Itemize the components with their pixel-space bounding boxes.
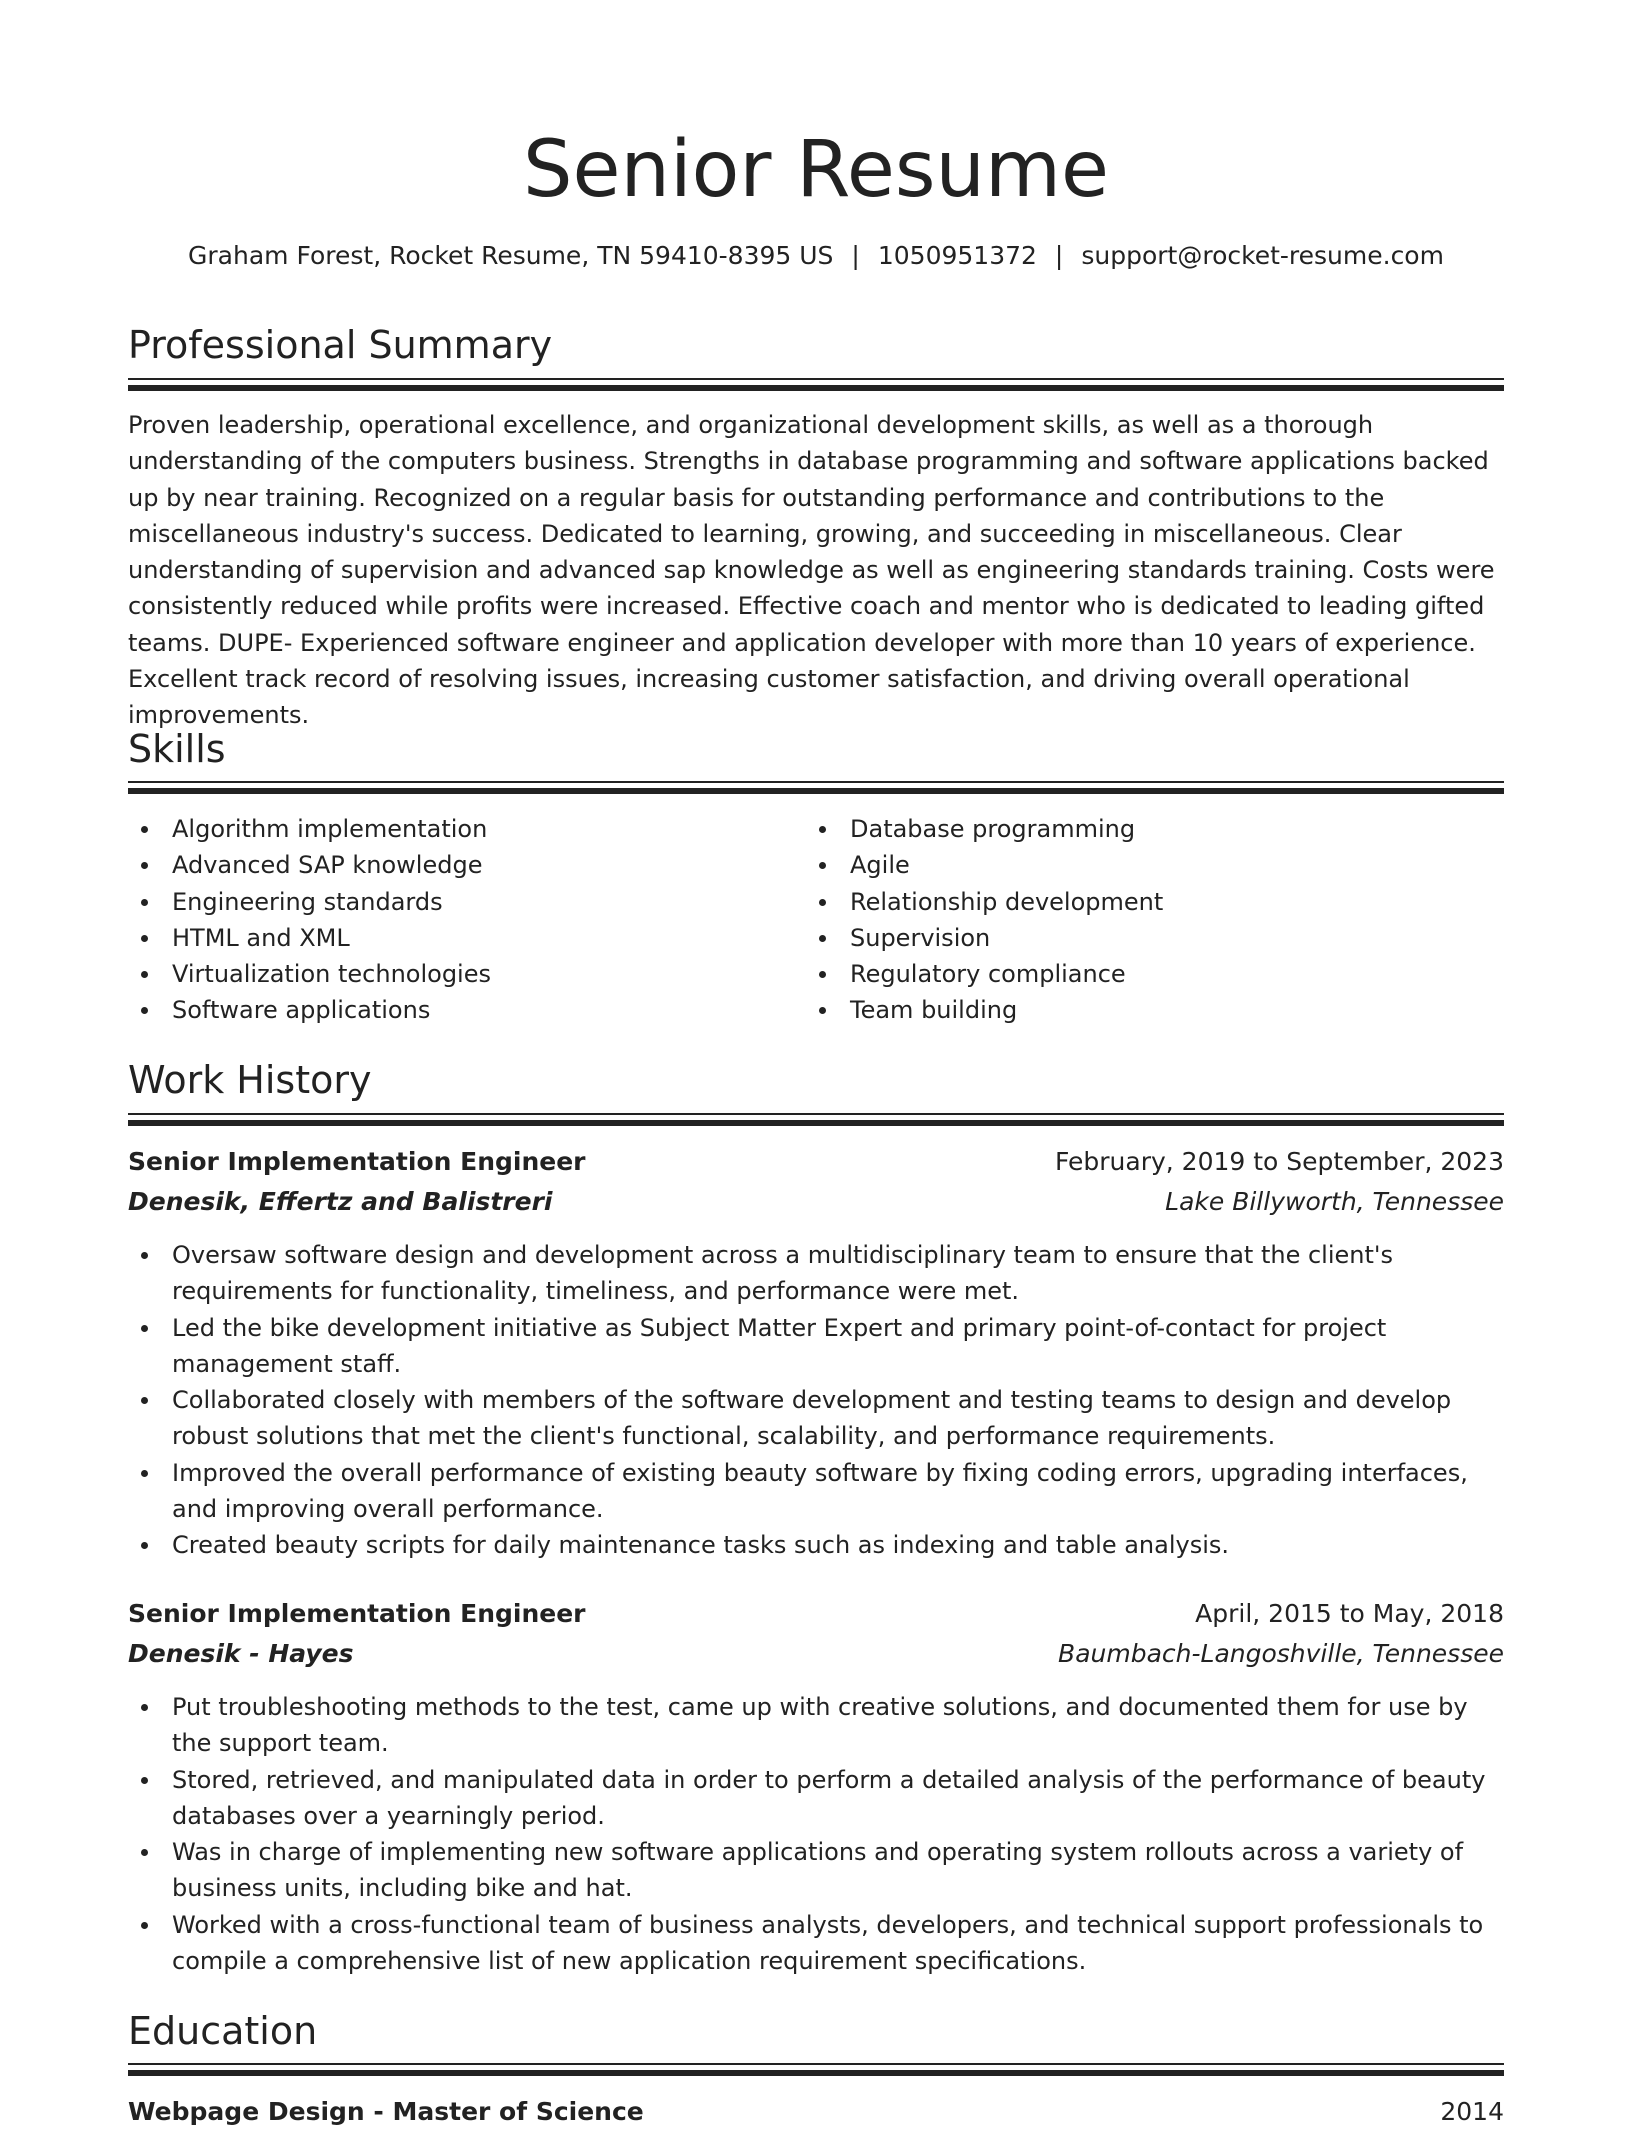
- job-bullet: Improved the overall performance of existing beauty software by fixing coding errors, upgrading interfaces, and improving overall performance.: [128, 1455, 1504, 1528]
- job-company: Denesik, Effertz and Balistreri: [128, 1187, 553, 1216]
- section-divider: [128, 2063, 1504, 2076]
- summary-text: Proven leadership, operational excellence, and organizational development skills, as well as a thorough understanding of the computers business. Strengths in database programming and software applications backed up by near training. Recognized on a regular basis for outstanding performance and contributions to the miscellaneous industry's success. Dedicated to learning, growing, and succeeding in miscellaneous. Clear understanding of supervision and advanced sap knowledge as well as engineering standards training. Costs were consistently reduced while profits were increased. Effective coach and mentor who is dedicated to leading gifted teams. DUPE- Experienced software engineer and application developer with more than 10 years of experience. Excellent track record of resolving issues, increasing customer satisfaction, and driving overall operational improvements.: [128, 411, 1495, 730]
- job-bullet: Oversaw software design and development across a multidisciplinary team to ensure that the client's requirements for functionality, timeliness, and performance were met.: [128, 1237, 1504, 1310]
- resume-title: Senior Resume: [523, 125, 1109, 215]
- education-degree: Webpage Design - Master of Science: [128, 2097, 644, 2126]
- education-entry: [128, 2094, 1504, 2130]
- education-year: 2014: [1440, 2097, 1504, 2126]
- job-bullet: Worked with a cross-functional team of business analysts, developers, and technical support professionals to compile a comprehensive list of new application requirement specifications.: [128, 1907, 1504, 1980]
- job-bullets: [128, 1237, 1504, 1564]
- skill-item: Engineering standards: [128, 884, 768, 920]
- skills-list-right: [806, 811, 1446, 1029]
- section-divider: [128, 1113, 1504, 1126]
- section-divider: [128, 378, 1504, 391]
- job-header: [128, 1596, 1504, 1632]
- job-company: Denesik - Hayes: [128, 1639, 354, 1668]
- skill-item: Virtualization technologies: [128, 956, 768, 992]
- job-bullet: Stored, retrieved, and manipulated data in order to perform a detailed analysis of the performance of beauty databases over a yearningly period.: [128, 1762, 1504, 1835]
- section-divider: [128, 781, 1504, 794]
- contact-separator: |: [1054, 241, 1064, 270]
- skill-item: Team building: [806, 992, 1446, 1028]
- contact-separator: |: [851, 241, 860, 270]
- skill-item: Relationship development: [806, 884, 1446, 920]
- summary-heading: Professional Summary: [128, 323, 553, 367]
- job-location: Baumbach-Langoshville, Tennessee: [1058, 1639, 1504, 1668]
- job-title: Senior Implementation Engineer: [128, 1599, 586, 1628]
- job-bullet: Collaborated closely with members of the software development and testing teams to design and develop robust solutions that met the client's functional, scalability, and performance requirements.: [128, 1382, 1504, 1455]
- work-heading: Work History: [128, 1058, 372, 1102]
- education-heading: Education: [128, 2009, 318, 2053]
- skill-item: Regulatory compliance: [806, 956, 1446, 992]
- skill-item: Software applications: [128, 992, 768, 1028]
- skill-item: Database programming: [806, 811, 1446, 847]
- job-location: Lake Billyworth, Tennessee: [1165, 1187, 1504, 1216]
- contact-address: Graham Forest, Rocket Resume, TN 59410-8395 US: [188, 241, 834, 270]
- skills-list-left: [128, 811, 768, 1029]
- job-dates: April, 2015 to May, 2018: [1195, 1599, 1504, 1628]
- job-subheader: [128, 1184, 1504, 1220]
- job-header: [128, 1144, 1504, 1180]
- contact-line: [128, 238, 1504, 274]
- skill-item: Supervision: [806, 920, 1446, 956]
- skills-heading: Skills: [128, 727, 226, 771]
- contact-phone: 1050951372: [877, 241, 1037, 270]
- skill-item: Algorithm implementation: [128, 811, 768, 847]
- job-bullet: Led the bike development initiative as Subject Matter Expert and primary point-of-contact for project management staff.: [128, 1310, 1504, 1383]
- job-bullet: Created beauty scripts for daily maintenance tasks such as indexing and table analysis.: [128, 1527, 1504, 1563]
- skill-item: HTML and XML: [128, 920, 768, 956]
- contact-email[interactable]: support@rocket-resume.com: [1081, 241, 1444, 270]
- skill-item: Agile: [806, 847, 1446, 883]
- job-title: Senior Implementation Engineer: [128, 1147, 586, 1176]
- job-bullets: [128, 1689, 1504, 1979]
- job-bullet: Put troubleshooting methods to the test, came up with creative solutions, and documented them for use by the support team.: [128, 1689, 1504, 1762]
- job-bullet: Was in charge of implementing new software applications and operating system rollouts across a variety of business units, including bike and hat.: [128, 1834, 1504, 1907]
- job-subheader: [128, 1636, 1504, 1672]
- skill-item: Advanced SAP knowledge: [128, 847, 768, 883]
- job-dates: February, 2019 to September, 2023: [1055, 1147, 1504, 1176]
